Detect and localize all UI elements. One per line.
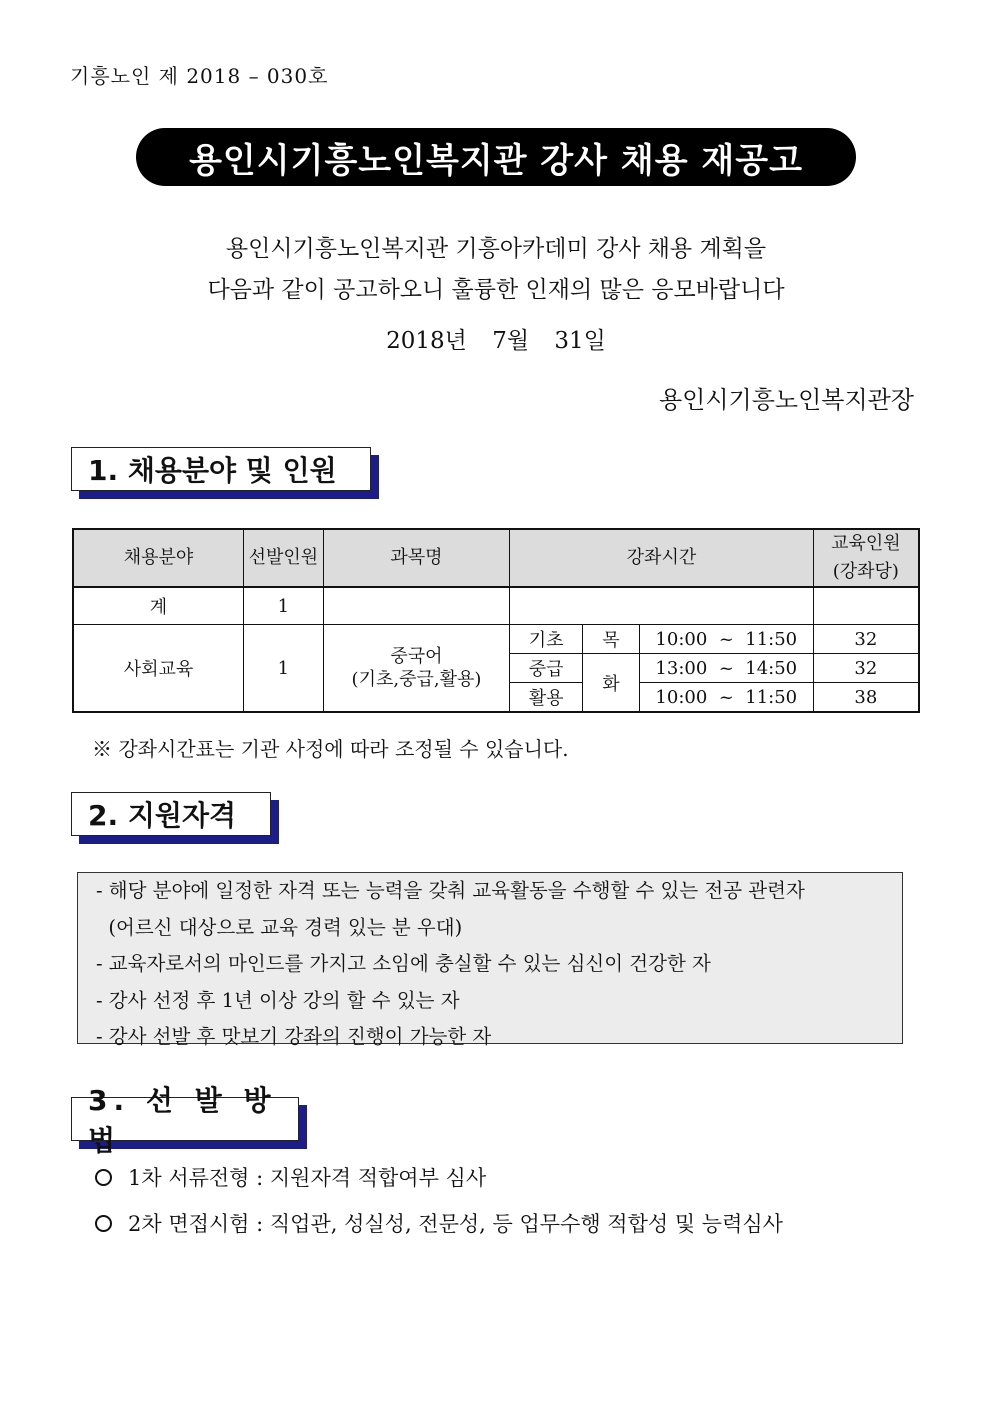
- row-subject: [323, 625, 509, 713]
- recruitment-table: [72, 528, 920, 713]
- header-count: 선발인원: [243, 529, 323, 587]
- qualification-line: - 교육자로서의 마인드를 가지고 소임에 충실할 수 있는 심신이 건강한 자: [96, 952, 711, 975]
- table-row: [73, 625, 919, 654]
- table-header-row: [73, 529, 919, 587]
- class-level: 기초: [510, 625, 583, 654]
- schedule-note: ※ 강좌시간표는 기관 사정에 따라 조정될 수 있습니다.: [92, 737, 569, 761]
- class-day: 화: [582, 654, 639, 713]
- qualification-line: (어르신 대상으로 교육 경력 있는 분 우대): [96, 915, 463, 939]
- class-capacity: 32: [813, 625, 919, 654]
- total-subject: [323, 587, 509, 625]
- row-count: 1: [243, 625, 323, 713]
- header-capacity: [813, 529, 919, 587]
- total-capacity: [813, 587, 919, 625]
- class-time: 10:00 ~ 11:50: [639, 625, 813, 654]
- class-capacity: 32: [813, 654, 919, 683]
- qualification-box: [77, 872, 903, 1048]
- class-time: 10:00 ~ 11:50: [639, 683, 813, 713]
- section-3-heading: 3. 선 발 방 법: [71, 1097, 299, 1141]
- signer: 용인시기흥노인복지관장: [658, 386, 914, 414]
- header-time: 강좌시간: [510, 529, 814, 587]
- document-number: 기흥노인 제 2018 – 030호: [70, 64, 329, 88]
- total-count: 1: [243, 587, 323, 625]
- header-field: 채용분야: [73, 529, 243, 587]
- section-1-heading: 1. 채용분야 및 인원: [71, 447, 371, 491]
- header-subject: 과목명: [323, 529, 509, 587]
- class-capacity: 38: [813, 683, 919, 713]
- announcement-date: 2018년 7월 31일: [386, 328, 606, 354]
- total-time: [510, 587, 814, 625]
- section-2-heading: 2. 지원자격: [71, 792, 271, 836]
- row-field: 사회교육: [73, 625, 243, 713]
- qualification-line: - 강사 선발 후 맛보기 강좌의 진행이 가능한 자: [96, 1025, 492, 1048]
- header-capacity-line1: 교육인원: [831, 533, 901, 554]
- class-level: 활용: [510, 683, 583, 713]
- qualification-line: - 강사 선정 후 1년 이상 강의 할 수 있는 자: [96, 988, 460, 1012]
- header-capacity-line2: (강좌당): [832, 561, 899, 582]
- class-day: 목: [582, 625, 639, 654]
- page-title: 용인시기흥노인복지관 강사 채용 재공고: [189, 140, 803, 181]
- total-label: 계: [73, 587, 243, 625]
- method-text: 2차 면접시험 : 직업관, 성실성, 전문성, 등 업무수행 적합성 및 능력심사: [128, 1212, 783, 1236]
- method-item-1: [95, 1162, 486, 1192]
- method-item-2: [95, 1208, 783, 1238]
- class-time: 13:00 ~ 14:50: [639, 654, 813, 683]
- circle-bullet-icon: [95, 1215, 112, 1232]
- table-row-total: [73, 587, 919, 625]
- method-text: 1차 서류전형 : 지원자격 적합여부 심사: [128, 1166, 487, 1190]
- qualification-line: - 해당 분야에 일정한 자격 또는 능력을 갖춰 교육활동을 수행할 수 있는 전공 관련자: [96, 879, 805, 902]
- circle-bullet-icon: [95, 1169, 112, 1186]
- intro-line-2: 다음과 같이 공고하오니 훌륭한 인재의 많은 응모바랍니다: [207, 277, 785, 303]
- class-level: 중급: [510, 654, 583, 683]
- subject-name: 중국어: [390, 646, 443, 667]
- intro-line-1: 용인시기흥노인복지관 기흥아카데미 강사 채용 계획을: [225, 236, 767, 262]
- subject-levels: (기초,중급,활용): [351, 669, 482, 690]
- title-banner: [136, 128, 856, 186]
